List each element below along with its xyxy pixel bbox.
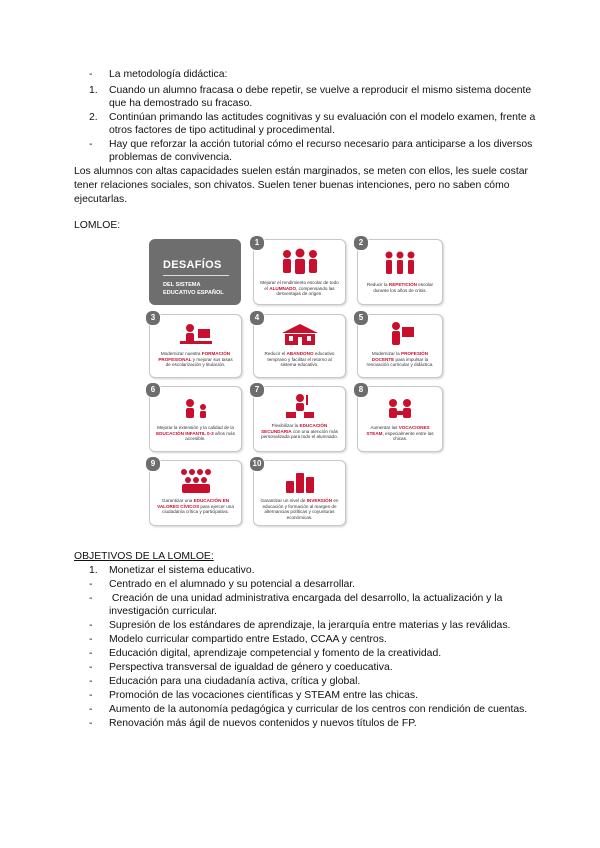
- list-marker: -: [89, 662, 93, 673]
- challenge-tile-1: [253, 239, 346, 305]
- challenges-infographic: [145, 234, 434, 530]
- paragraph-line: tener relaciones sociales, son chivatos. Suelen tener buenas intenciones, pero no saben cómo: [74, 180, 510, 191]
- list-marker: -: [89, 718, 93, 729]
- classroom-icon: [282, 393, 318, 421]
- objective-text: Educación digital, aprendizaje competencial y fomento de la creatividad.: [109, 648, 442, 659]
- tile-caption: Garantizar una EDUCACIÓN EN VALORES CÍVICOS para ejercer una ciudadanía crítica y participativa.: [157, 498, 234, 515]
- school-building-icon: [280, 323, 320, 347]
- tile-number: 6: [145, 382, 161, 398]
- tile-number: 1: [249, 235, 265, 251]
- list-marker: -: [89, 69, 93, 80]
- tile-caption: Reducir el ABANDONO educativo temprano y facilitar el retorno al sistema educativo.: [264, 351, 335, 368]
- list-item-text: Continúan primando las actitudes cognitivas y su evaluación con el modelo examen, frente a: [109, 112, 536, 123]
- challenge-tile-5: [357, 314, 443, 378]
- tile-caption: Modernizar nuestra FORMACIÓN PROFESIONAL y mejorar sus tasas de escolarización y titulación.: [158, 351, 233, 368]
- challenge-tile-3: [149, 314, 242, 378]
- children-icon: [180, 397, 212, 421]
- challenge-tile-2: [357, 239, 443, 305]
- infographic-title: DESAFÍOS: [163, 259, 222, 271]
- reading-girls-icon: [382, 397, 418, 421]
- objective-text: Creación de una unidad administrativa encargada del desarrollo, la actualización y la: [109, 593, 503, 604]
- challenge-tile-4: [253, 314, 346, 378]
- group-icon: [380, 250, 420, 276]
- paragraph-line: ejecutarlas.: [74, 194, 128, 205]
- coin-stacks-icon: [282, 467, 318, 495]
- tile-number: 9: [145, 456, 161, 472]
- challenge-tile-8: [357, 386, 443, 452]
- list-marker: -: [89, 579, 93, 590]
- paragraph-line: Los alumnos con altas capacidades suelen están marginados, se meten con ellos, les suele costar: [74, 166, 528, 177]
- objective-text: Modelo curricular compartido entre Estado, CCAA y centros.: [109, 634, 387, 645]
- list-item-text: otros factores de tipo actitudinal y procedimental.: [109, 125, 335, 136]
- title-divider: [163, 275, 229, 276]
- tile-caption: Modernizar la PROFESIÓN DOCENTE para impulsar la renovación curricular y didáctica.: [366, 351, 434, 368]
- crowd-icon: [176, 467, 216, 495]
- tile-number: 2: [353, 235, 369, 251]
- list-item-text: Hay que reforzar la acción tutorial cómo el recurso necesario para anticiparse a los diversos: [109, 139, 533, 150]
- tile-caption: Mejorar la extensión y la calidad de la EDUCACIÓN INFANTIL 0-3 años más accesible.: [156, 425, 235, 442]
- challenge-tile-9: [149, 460, 242, 526]
- list-marker: -: [89, 676, 93, 687]
- infographic-title-tile: [149, 239, 241, 305]
- list-marker: -: [89, 620, 93, 631]
- tile-caption: Flexibilizar la EDUCACIÓN SECUNDARIA con una atención más personalizada para todo el alumnado.: [261, 423, 338, 440]
- tile-number: 8: [353, 382, 369, 398]
- students-icon: [278, 248, 322, 276]
- tile-number: 3: [145, 310, 161, 326]
- objective-text: Perspectiva transversal de igualdad de género y coeducativa.: [109, 662, 393, 673]
- tile-number: 10: [249, 456, 265, 472]
- list-marker: -: [89, 139, 93, 150]
- tile-caption: Garantizar un nivel de INVERSIÓN en educación y formación al margen de alternancias políticas y coyunturas económicas.: [260, 498, 339, 520]
- list-item-text: Cuando un alumno fracasa o debe repetir, se vuelve a reproducir el mismo sistema docente: [109, 85, 532, 96]
- tile-caption: Reducir la REPETICIÓN escolar durante los años de crisis.: [366, 282, 434, 293]
- objectives-heading: OBJETIVOS DE LA LOMLOE:: [74, 551, 214, 562]
- lomloe-heading: LOMLOE:: [74, 220, 121, 231]
- challenge-tile-7: [253, 386, 346, 452]
- objective-text: Centrado en el alumnado y su potencial a desarrollar.: [109, 579, 356, 590]
- challenge-tile-6: [149, 386, 242, 452]
- list-marker: -: [89, 634, 93, 645]
- list-item-text: problemas de convivencia.: [109, 152, 233, 163]
- list-marker: -: [89, 690, 93, 701]
- tile-caption: Mejorar el rendimiento escolar de todo el ALUMNADO, compensando las desventajas de origen.: [260, 280, 339, 297]
- list-item-text: que ha demostrado su fracaso.: [109, 98, 253, 109]
- objective-text: investigación curricular.: [109, 606, 217, 617]
- objective-text: Monetizar el sistema educativo.: [109, 565, 255, 576]
- tile-caption: Aumentar las VOCACIONES STEAM, especialmente entre las chicas.: [366, 425, 434, 442]
- desk-worker-icon: [178, 323, 214, 347]
- list-marker: -: [89, 593, 93, 604]
- tile-number: 5: [353, 310, 369, 326]
- list-marker: 1.: [89, 565, 98, 576]
- objective-text: Educación para una ciudadanía activa, crítica y global.: [109, 676, 361, 687]
- list-item-text: La metodología didáctica:: [109, 69, 228, 80]
- objective-text: Renovación más ágil de nuevos contenidos y nuevos títulos de FP.: [109, 718, 417, 729]
- objective-text: Supresión de los estándares de aprendizaje, la jerarquía entre materias y las reválidas.: [109, 620, 511, 631]
- infographic-subtitle: DEL SISTEMA EDUCATIVO ESPAÑOL: [163, 282, 224, 296]
- list-marker: -: [89, 648, 93, 659]
- objective-text: Aumento de la autonomía pedagógica y curricular de los centros con rendición de cuentas.: [109, 704, 528, 715]
- list-marker: -: [89, 704, 93, 715]
- objective-text: Promoción de las vocaciones científicas y STEAM entre las chicas.: [109, 690, 418, 701]
- teacher-icon: [384, 321, 416, 347]
- challenge-tile-10: [253, 460, 346, 526]
- list-marker: 1.: [89, 85, 98, 96]
- tile-number: 7: [249, 382, 265, 398]
- list-marker: 2.: [89, 112, 98, 123]
- tile-number: 4: [249, 310, 265, 326]
